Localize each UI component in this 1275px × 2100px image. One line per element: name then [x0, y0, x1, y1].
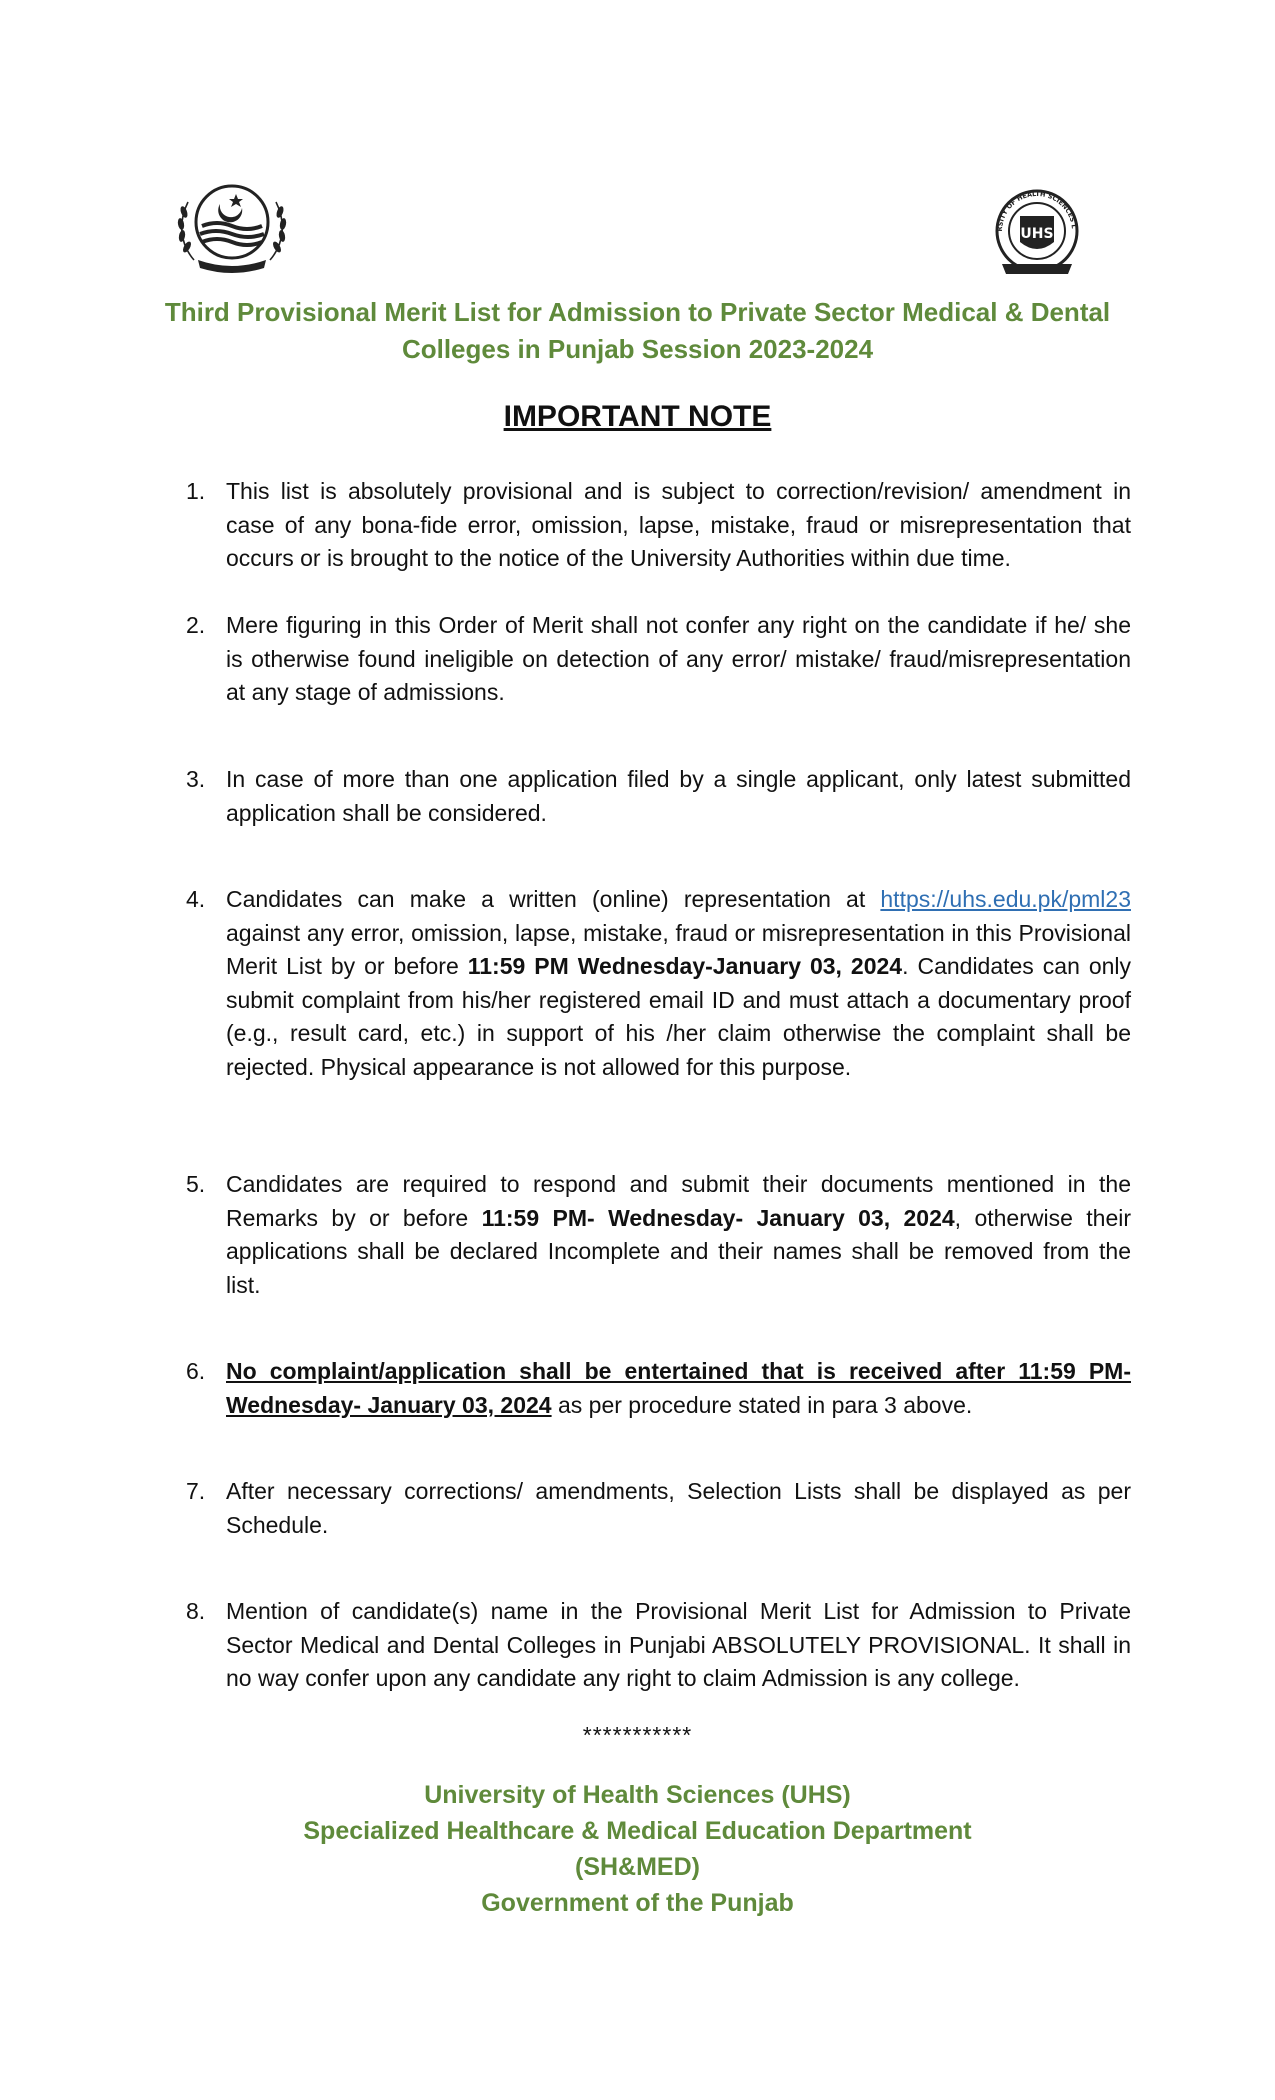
footer-line-1: University of Health Sciences (UHS)	[424, 1781, 851, 1809]
footer-line-4: Government of the Punjab	[481, 1889, 794, 1917]
important-note-heading: IMPORTANT NOTE	[503, 400, 772, 433]
item-text: In case of more than one application filed by a single applicant, only latest submitted application shall be considered.	[226, 766, 1131, 826]
seal-monogram: UHS	[1020, 226, 1054, 242]
list-item	[186, 1168, 1131, 1302]
uhs-seal-logo	[980, 186, 1095, 280]
item-number: 5.	[186, 1171, 206, 1197]
item-text-part: . Candidates can only submit complaint from his/her registered email ID and must attach a documentary proof (e.g., result card, etc.) in support of his /her claim otherwise the complaint shall be rejected. Physical appearance is not allowed for this purpose.	[226, 953, 1132, 1080]
deadline-text: 11:59 PM- Wednesday- January 03, 2024	[481, 1204, 955, 1231]
item-text: Mention of candidate(s) name in the Provisional Merit List for Admission to Private Sector Medical and Dental Colleges in Punjabi ABSOLUTELY PROVISIONAL. It shall in no way confer upon any candidate any right to claim Admission is any college.	[226, 1598, 1131, 1691]
footer-line-2: Specialized Healthcare & Medical Education Department	[303, 1817, 972, 1845]
item-number: 6.	[186, 1358, 206, 1384]
list-item	[186, 1595, 1131, 1696]
deadline-text: 11:59 PM Wednesday-January 03, 2024	[467, 953, 903, 979]
uhs-seal-icon	[980, 186, 1095, 280]
item-text-part: against any error, omission, lapse, mistake, fraud or misrepresentation in this Provisional Merit List by or before	[226, 919, 1131, 979]
footer-line-3: (SH&MED)	[575, 1853, 700, 1881]
list-item	[186, 883, 1131, 1084]
seal-text: RSITY OF HEALTH SCIENCES L	[995, 189, 1078, 232]
item-text-part: , otherwise their applications shall be declared Incomplete and their names shall be removed from the list.	[226, 1204, 1132, 1298]
item-number: 7.	[186, 1478, 206, 1504]
list-item	[186, 763, 1131, 830]
footer-block	[160, 1777, 1115, 1921]
document-title	[160, 294, 1115, 368]
item-text: After necessary corrections/ amendments, Selection Lists shall be displayed as per Schedule.	[226, 1478, 1131, 1538]
list-item	[186, 475, 1131, 576]
item-number: 8.	[186, 1598, 206, 1624]
punjab-government-logo	[172, 182, 292, 277]
separator-stars: ***********	[582, 1722, 693, 1748]
item-text: Mere figuring in this Order of Merit shall not confer any right on the candidate if he/ she is otherwise found ineligible on detection of any error/ mistake/ fraud/misrepresentation at any stage of admissions.	[226, 612, 1131, 705]
item-text	[226, 883, 1131, 1084]
item-text-part: as per procedure stated in para 3 above.	[557, 1391, 973, 1418]
item-text-part: Candidates are required to respond and submit their documents mentioned in the Remarks by or before	[226, 1171, 1131, 1231]
item-text	[226, 1355, 1131, 1422]
item-number: 3.	[186, 766, 206, 792]
item-number: 1.	[186, 478, 206, 504]
representation-link[interactable]: https://uhs.edu.pk/pml23	[880, 886, 1131, 912]
list-item	[186, 609, 1131, 710]
item-text	[226, 1168, 1131, 1302]
title-line-2: Colleges in Punjab Session 2023-2024	[401, 334, 874, 364]
item-number: 4.	[186, 886, 206, 912]
punjab-government-logo-icon	[172, 182, 292, 277]
warning-text: No complaint/application shall be entertained that is received after 11:59 PM-Wednesday- January 03, 2024	[226, 1358, 1131, 1418]
item-text-part: Candidates can make a written (online) representation at	[226, 886, 866, 912]
item-text: This list is absolutely provisional and is subject to correction/revision/ amendment in case of any bona-fide error, omission, lapse, mistake, fraud or misrepresentation that occurs or is brought to the notice of the University Authorities within due time.	[226, 478, 1131, 571]
item-number: 2.	[186, 612, 206, 638]
title-line-1: Third Provisional Merit List for Admission to Private Sector Medical & Dental	[164, 297, 1111, 327]
list-item	[186, 1475, 1131, 1542]
list-item	[186, 1355, 1131, 1422]
